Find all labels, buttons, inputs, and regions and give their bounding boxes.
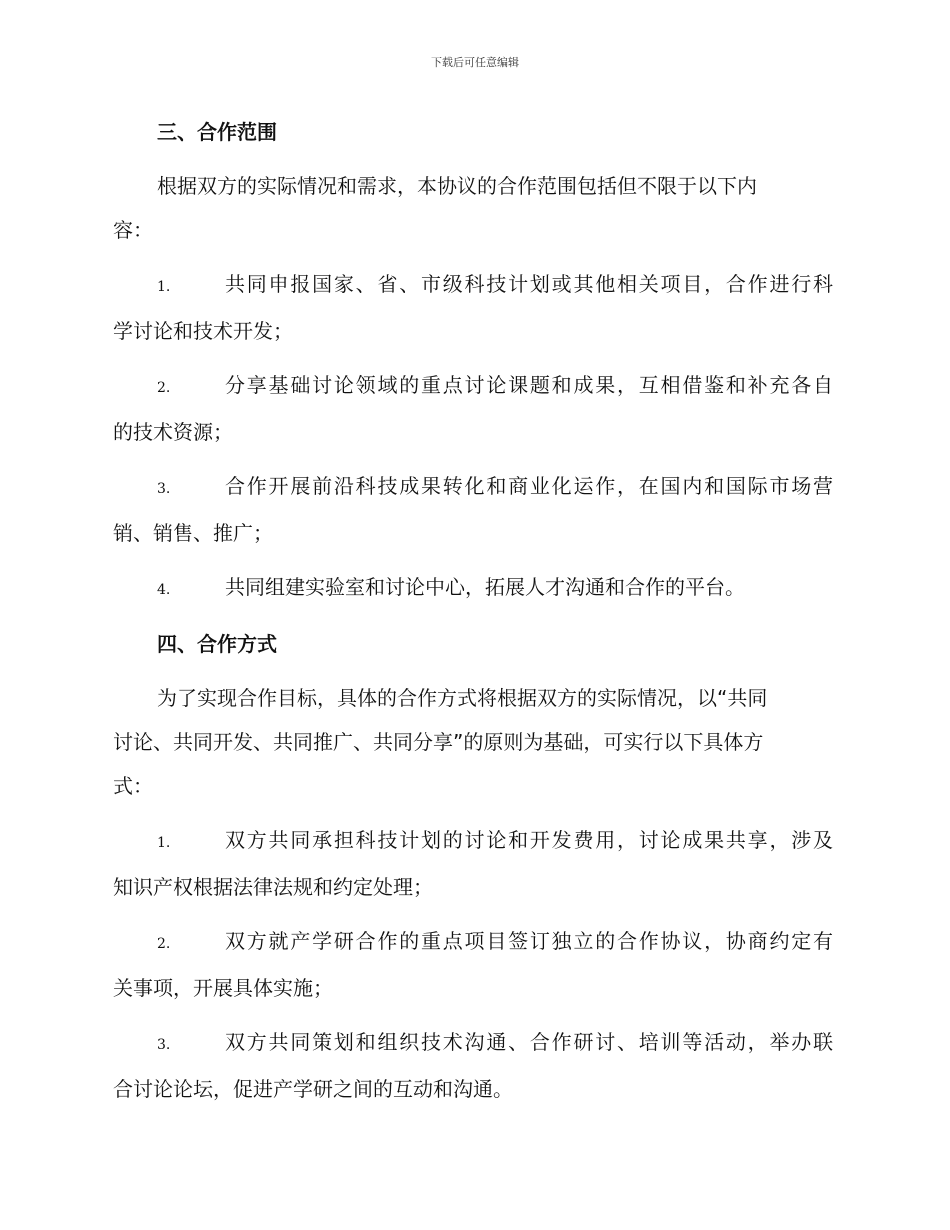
- list-item-text: 合作开展前沿科技成果转化和商业化运作，在国内和国际市场营: [225, 474, 833, 498]
- paragraph-line: 式：: [113, 774, 153, 798]
- list-item-text: 双方共同承担科技计划的讨论和开发费用，讨论成果共享，涉及: [225, 828, 833, 852]
- list-item-number: 3.: [157, 481, 171, 497]
- list-item-number: 2.: [157, 380, 171, 396]
- section-heading-method: 四、合作方式: [157, 632, 277, 656]
- list-item-number: 3.: [157, 1037, 171, 1053]
- list-item-number: 1.: [157, 279, 171, 295]
- list-item: [113, 363, 833, 454]
- list-item: [113, 262, 833, 353]
- list-item-text: 双方共同策划和组织技术沟通、合作研讨、培训等活动，举办联: [225, 1030, 833, 1054]
- list-item-number: 2.: [157, 936, 171, 952]
- list-item: [113, 464, 833, 555]
- list-item-number: 1.: [157, 835, 171, 851]
- list-item-text: 双方就产学研合作的重点项目签订独立的合作协议，协商约定有: [225, 929, 833, 953]
- page-header: 下载后可任意编辑: [431, 56, 519, 69]
- list-item-text: 分享基础讨论领域的重点讨论课题和成果，互相借鉴和补充各自: [225, 373, 833, 397]
- paragraph-line: 为了实现合作目标，具体的合作方式将根据双方的实际情况，以“共同: [157, 686, 768, 710]
- list-item: [113, 1020, 833, 1111]
- document-body: [113, 110, 833, 1111]
- list-item: [113, 565, 833, 612]
- paragraph-line: 根据双方的实际情况和需求，本协议的合作范围包括但不限于以下内: [157, 174, 757, 198]
- list-item-text: 共同申报国家、省、市级科技计划或其他相关项目，合作进行科: [225, 272, 833, 296]
- list-item: [113, 919, 833, 1010]
- paragraph-line: 讨论、共同开发、共同推广、共同分享”的原则为基础，可实行以下具体方: [113, 730, 764, 754]
- paragraph-line: 容：: [113, 218, 153, 242]
- list-item-text: 知识产权根据法律法规和约定处理；: [113, 875, 433, 899]
- section-heading-scope: 三、合作范围: [157, 120, 277, 144]
- list-item-text: 学讨论和技术开发；: [113, 319, 293, 343]
- list-item-text: 合讨论论坛，促进产学研之间的互动和沟通。: [113, 1077, 513, 1101]
- list-item-number: 4.: [157, 582, 171, 598]
- list-item-text: 共同组建实验室和讨论中心，拓展人才沟通和合作的平台。: [225, 575, 745, 599]
- list-item-text: 销、销售、推广；: [113, 521, 273, 545]
- list-item-text: 关事项，开展具体实施；: [113, 976, 333, 1000]
- list-item: [113, 818, 833, 909]
- list-item-text: 的技术资源；: [113, 420, 233, 444]
